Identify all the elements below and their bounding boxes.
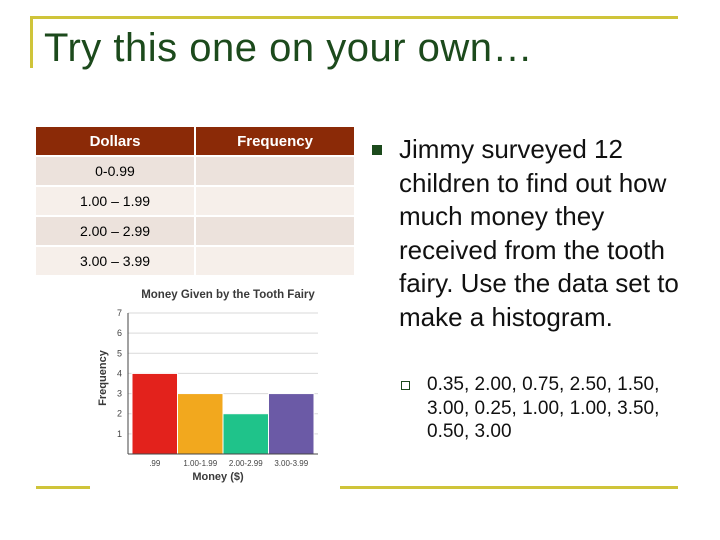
histogram-x-label: Money ($) xyxy=(192,471,244,483)
y-tick-label: 7 xyxy=(116,308,122,318)
frequency-cell xyxy=(194,247,354,275)
frame-bottom-rule-right xyxy=(340,486,678,489)
dollars-cell: 0-0.99 xyxy=(95,163,135,179)
table-row xyxy=(36,185,354,215)
dollars-cell: 3.00 – 3.99 xyxy=(79,253,151,269)
x-tick-label: .99 xyxy=(149,459,161,468)
problem-statement: Jimmy surveyed 12 children to find out how much money they received from the tooth fairy. Use the data set to make a histogram. xyxy=(399,134,679,332)
y-tick-label: 5 xyxy=(116,348,122,359)
column-header-dollars: Dollars xyxy=(89,132,141,150)
table-row xyxy=(36,245,354,275)
data-set: 0.35, 2.00, 0.75, 2.50, 1.50, 3.00, 0.25, 1.00, 1.00, 3.50, 0.50, 3.00 xyxy=(427,374,660,442)
table-row xyxy=(36,215,354,245)
histogram-bar xyxy=(178,394,224,454)
y-tick-label: 3 xyxy=(116,388,122,399)
square-bullet-icon xyxy=(372,145,382,155)
y-tick-label: 1 xyxy=(116,428,122,439)
dollars-cell: 1.00 – 1.99 xyxy=(79,193,151,209)
histogram-bar xyxy=(132,373,178,454)
frame-top-rule xyxy=(30,16,678,19)
slide-title: Try this one on your own… xyxy=(44,26,534,70)
table-row xyxy=(36,155,354,185)
frequency-cell xyxy=(194,187,354,215)
histogram-bar xyxy=(223,414,269,454)
frequency-table xyxy=(36,127,354,275)
histogram-bar xyxy=(269,394,315,454)
hollow-square-bullet-icon xyxy=(401,381,410,390)
frequency-cell xyxy=(194,157,354,185)
dollars-cell: 2.00 – 2.99 xyxy=(79,223,151,239)
x-tick-label: 3.00-3.99 xyxy=(274,459,309,468)
table-header-row xyxy=(36,127,354,155)
histogram-svg xyxy=(92,282,340,486)
histogram-title: Money Given by the Tooth Fairy xyxy=(141,289,315,301)
y-tick-label: 6 xyxy=(116,328,122,339)
frame-bottom-rule-left xyxy=(36,486,90,489)
frequency-cell xyxy=(194,217,354,245)
x-tick-label: 2.00-2.99 xyxy=(228,459,263,468)
histogram-y-label: Frequency xyxy=(97,350,109,406)
y-tick-label: 4 xyxy=(116,368,122,379)
histogram-picture xyxy=(92,282,340,486)
y-tick-label: 2 xyxy=(116,408,122,419)
column-header-frequency: Frequency xyxy=(194,127,354,155)
x-tick-label: 1.00-1.99 xyxy=(183,459,218,468)
frame-left-rule xyxy=(30,16,33,68)
